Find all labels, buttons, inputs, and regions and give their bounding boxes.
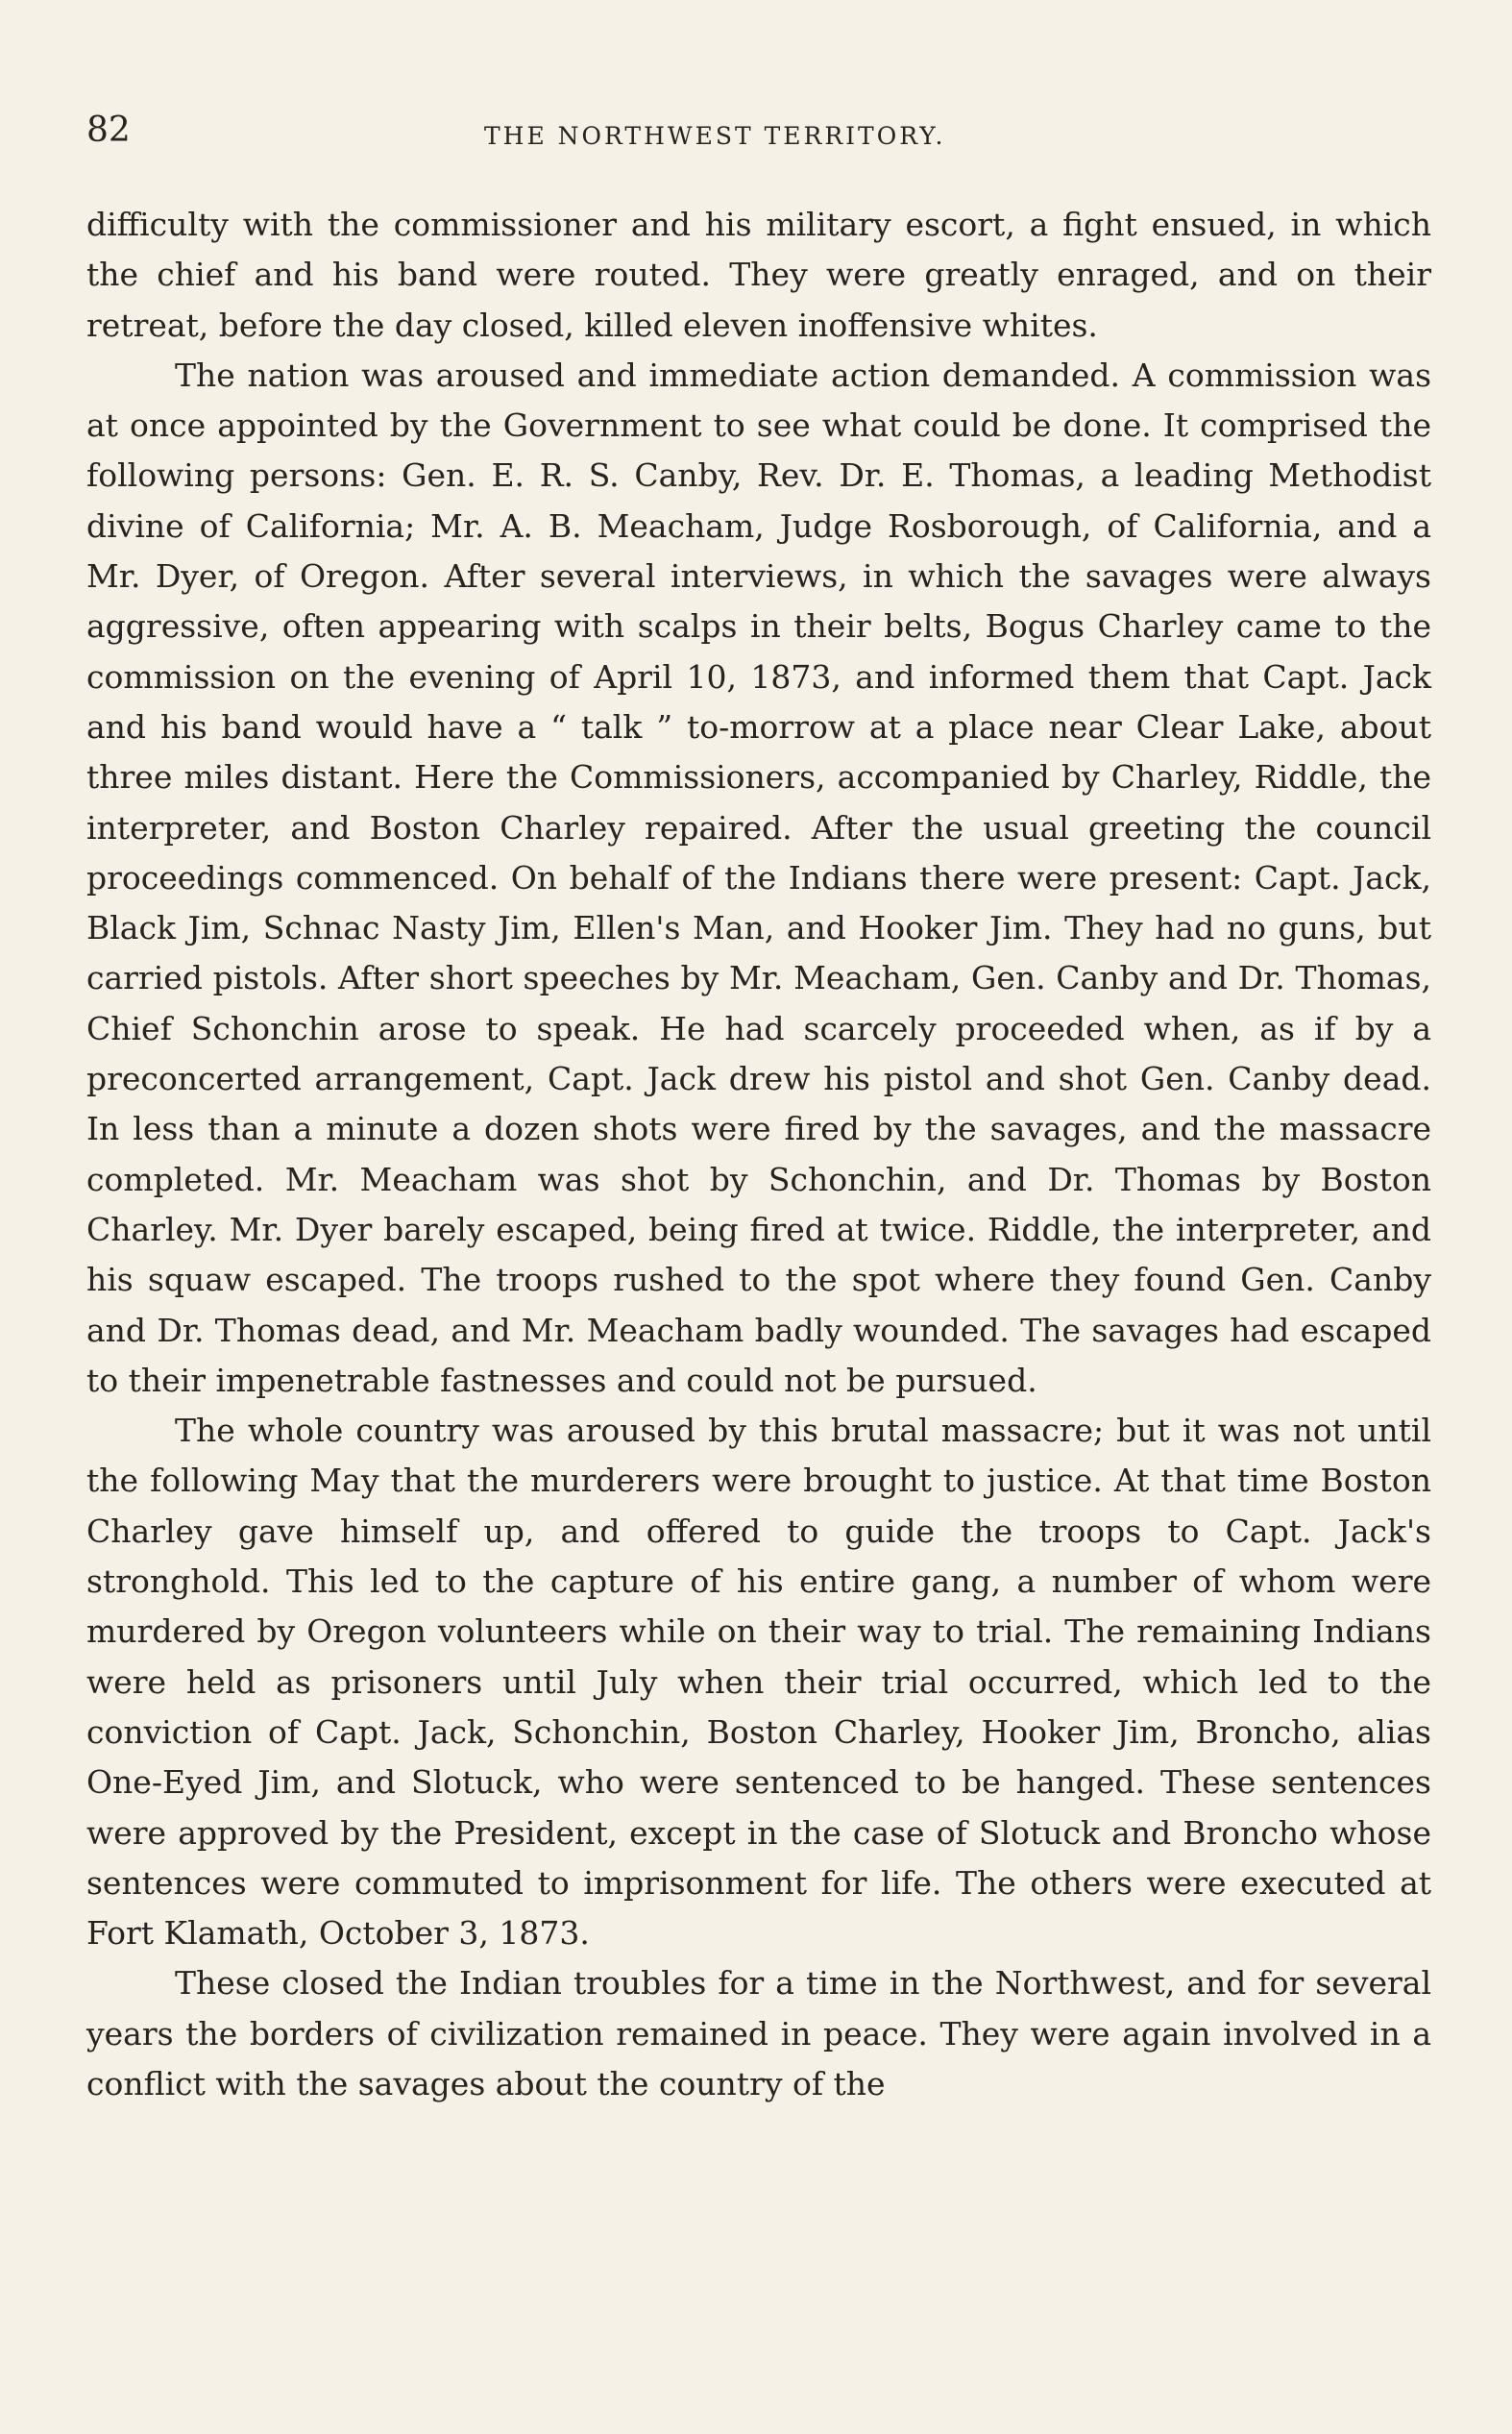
body-text — [86, 200, 1431, 2109]
paragraph-3: The whole country was aroused by this brutal massacre; but it was not until the following May that the murderers were brought to justice. At that time Boston Charley gave himself up, and offered to guide the troops to Capt. Jack's stronghold. This led to the capture of his entire gang, a number of whom were murdered by Oregon volunteers while on their way to trial. The remaining Indians were held as prisoners until July when their trial occurred, which led to the conviction of Capt. Jack, Schonchin, Boston Charley, Hooker Jim, Broncho, alias One-Eyed Jim, and Slotuck, who were sentenced to be hanged. These sentences were approved by the President, except in the case of Slotuck and Broncho whose sentences were commuted to imprisonment for life. The others were executed at Fort Klamath, October 3, 1873. — [86, 1412, 1431, 1953]
paragraph-1: difficulty with the commissioner and his military escort, a fight ensued, in which the chief and his band were routed. They were greatly enraged, and on their retreat, before the day closed, killed eleven inoffensive whites. — [86, 206, 1431, 344]
running-head: THE NORTHWEST TERRITORY. — [484, 122, 946, 150]
paragraph-2: The nation was aroused and immediate action demanded. A commission was at once appointed by the Government to see what could be done. It comprised the following persons: Gen. E. R. S. Canby, Rev. Dr. E. Thomas, a leading Methodist divine of California; Mr. A. B. Meacham, Judge Rosborough, of California, and a Mr. Dyer, of Oregon. After several interviews, in which the savages were always aggressive, often appearing with scalps in their belts, Bogus Charley came to the commission on the evening of April 10, 1873, and informed them that Capt. Jack and his band would have a “ talk ” to-morrow at a place near Clear Lake, about three miles distant. Here the Commissioners, accompanied by Charley, Riddle, the interpreter, and Boston Charley repaired. After the usual greeting the council proceedings commenced. On behalf of the Indians there were present: Capt. Jack, Black Jim, Schnac Nasty Jim, Ellen's Man, and Hooker Jim. They had no guns, but carried pistols. After short speeches by Mr. Meacham, Gen. Canby and Dr. Thomas, Chief Schonchin arose to speak. He had scarcely proceeded when, as if by a preconcerted arrangement, Capt. Jack drew his pistol and shot Gen. Canby dead. In less than a minute a dozen shots were fired by the savages, and the massacre completed. Mr. Meacham was shot by Schonchin, and Dr. Thomas by Boston Charley. Mr. Dyer barely escaped, being fired at twice. Riddle, the interpreter, and his squaw escaped. The troops rushed to the spot where they found Gen. Canby and Dr. Thomas dead, and Mr. Meacham badly wounded. The savages had escaped to their impenetrable fastnesses and could not be pursued. — [86, 356, 1431, 1399]
page-header — [86, 108, 1431, 165]
paragraph-4: These closed the Indian troubles for a time in the Northwest, and for several years the borders of civilization remained in peace. They were again involved in a conflict with the savages about the country of the — [86, 1964, 1431, 2102]
page-number: 82 — [86, 111, 131, 150]
